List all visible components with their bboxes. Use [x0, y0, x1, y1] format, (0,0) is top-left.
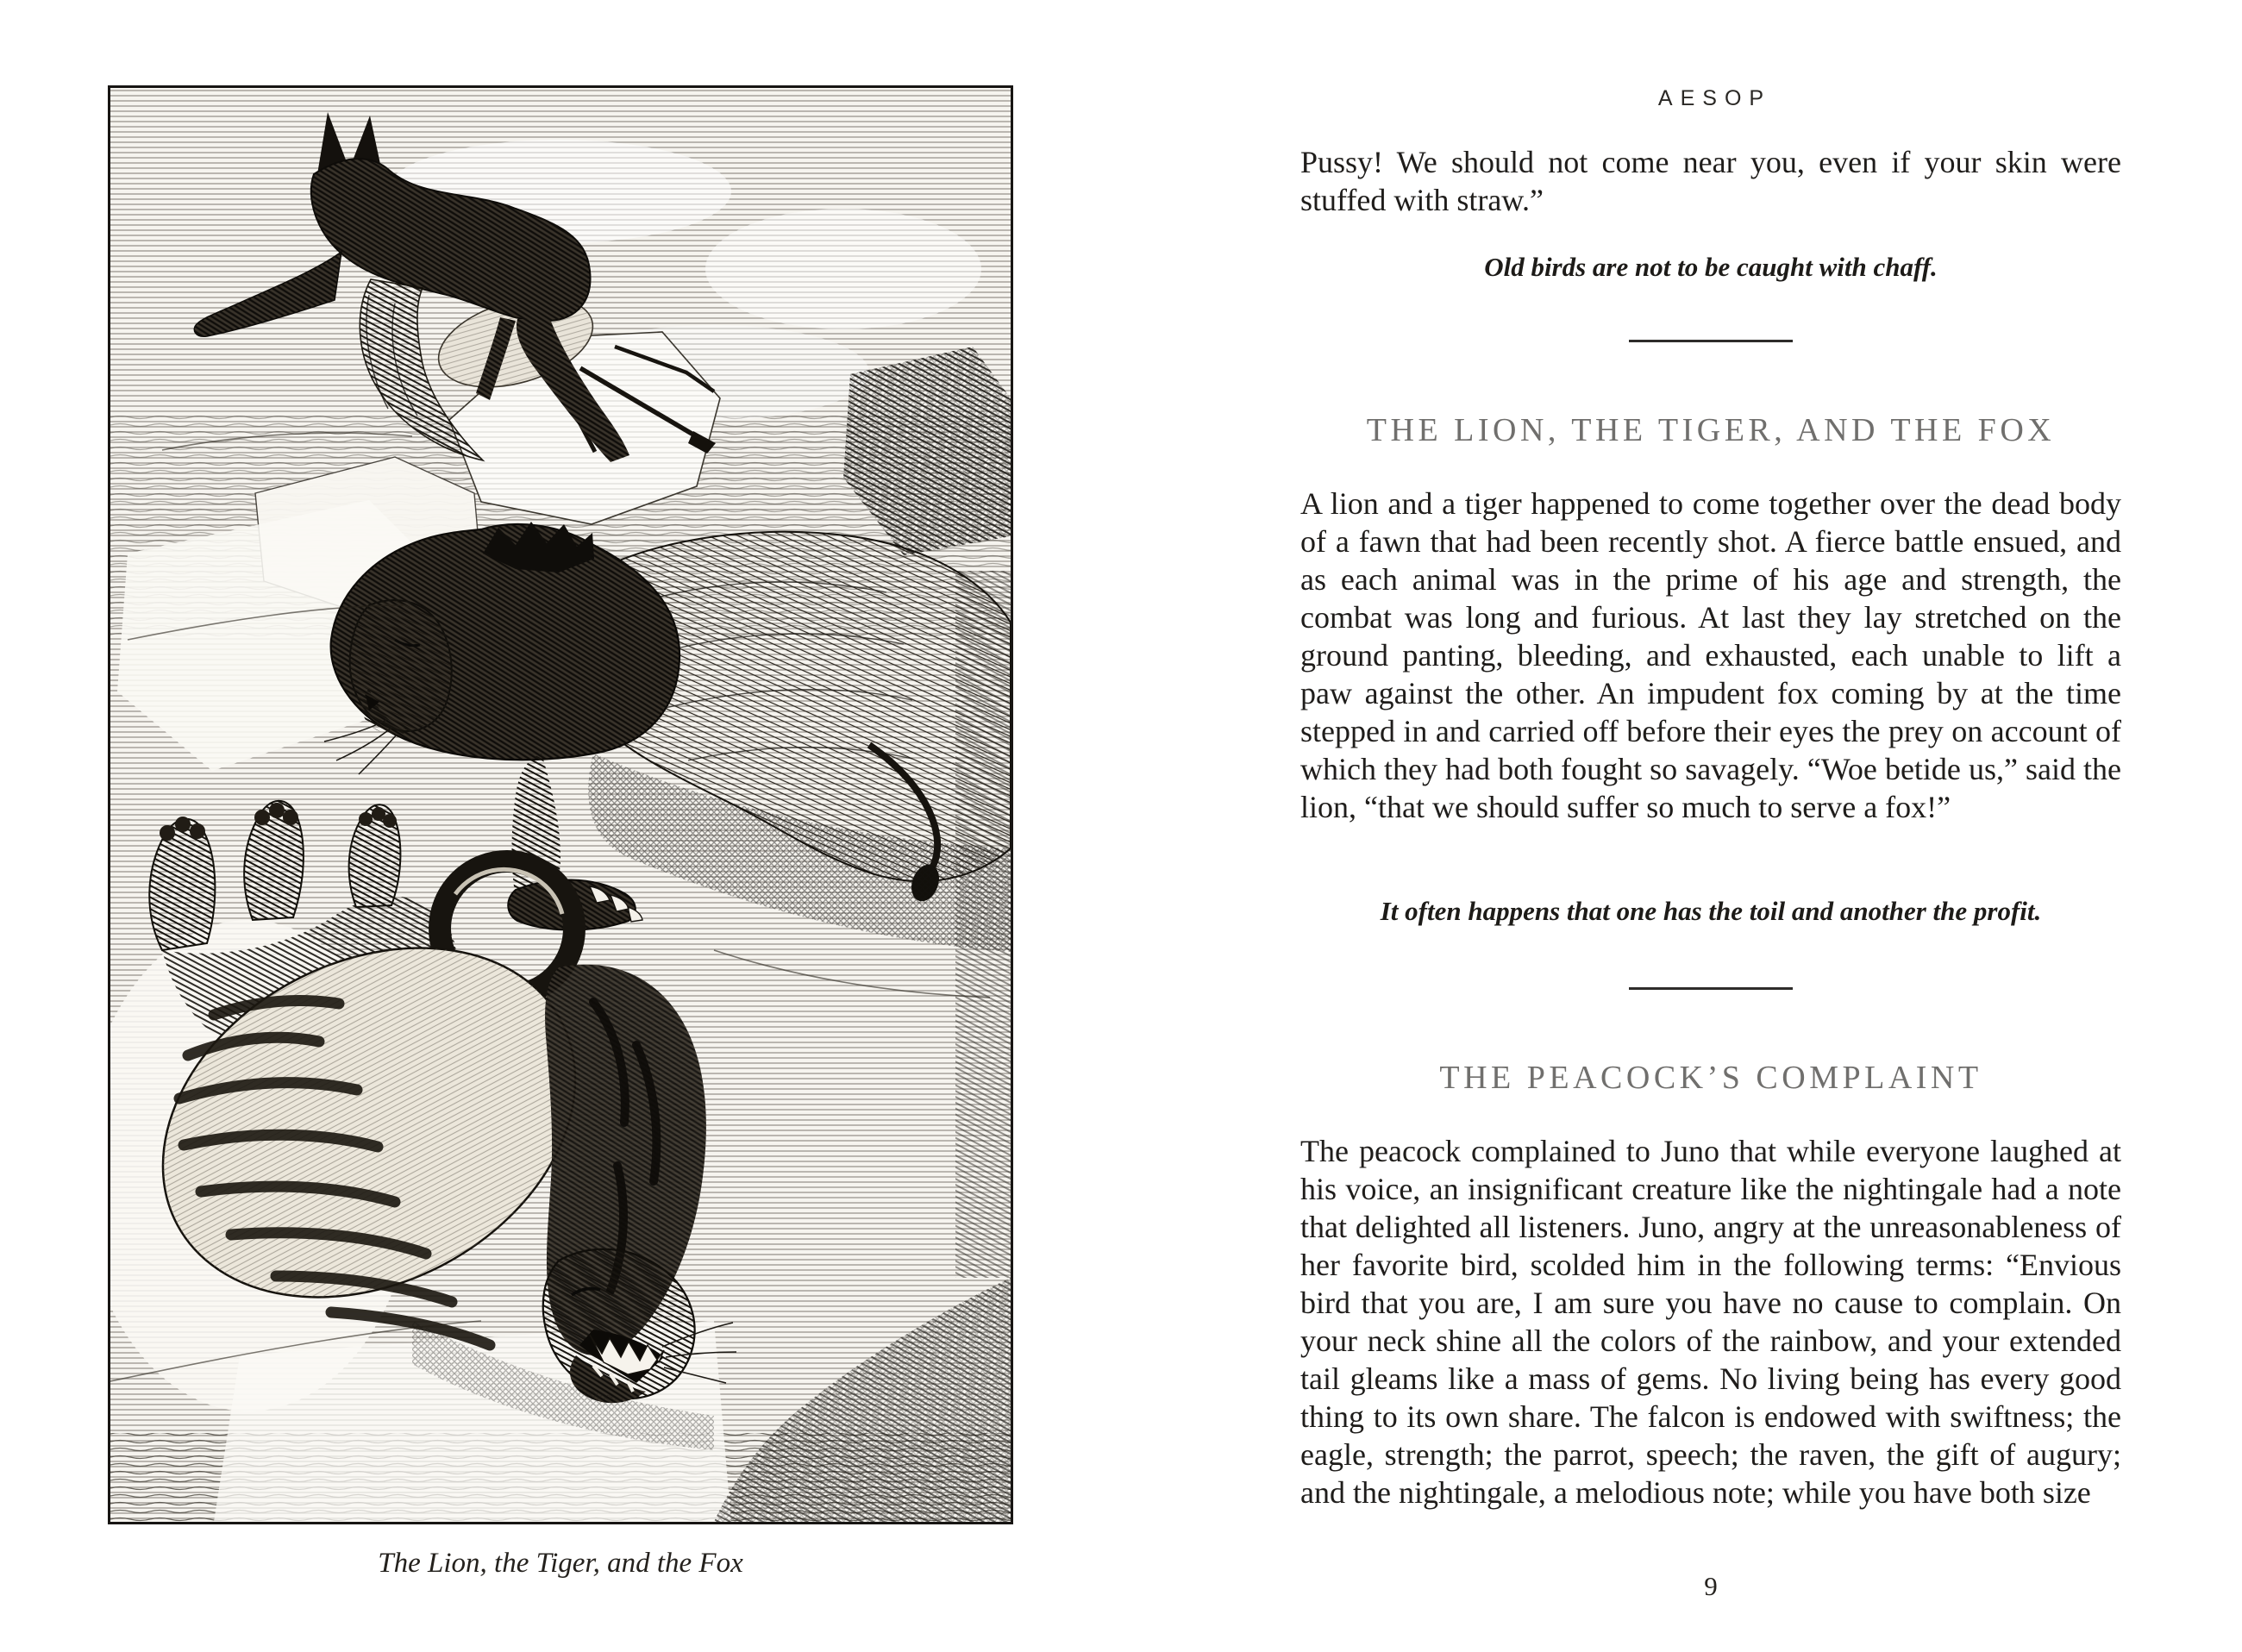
moral-text: It often happens that one has the toil and another the profit. [1380, 896, 2042, 926]
illustration-caption: The Lion, the Tiger, and the Fox [378, 1548, 743, 1579]
section-divider [1629, 987, 1793, 990]
continuation-paragraph: Pussy! We should not come near you, even if your skin were stuffed with straw.” [1300, 145, 2121, 217]
story-title: THE PEACOCK’S COMPLAINT [1439, 1060, 1982, 1096]
text-page [1300, 0, 2121, 1652]
story-paragraph: A lion and a tiger happened to come together over the dead body of a fawn that had been recently shot. A fierce battle ensued, and as each animal was in the prime of his age and strength, the combat was long and furious. At last they lay stretched on the ground panting, bleeding, and exhausted, each unable to lift a paw against the other. An impudent fox coming by at the time stepped in and carried off before their eyes the prey on account of which they had both fought so savagely. “Woe betide us,” said the lion, “that we should suffer so much to serve a fox!” [1300, 486, 2121, 824]
story-paragraph: The peacock complained to Juno that while everyone laughed at his voice, an insignificant creature like the nightingale had a note that delighted all listeners. Juno, angry at the unreasonableness of her favorite bird, scolded him in the following terms: “Envious bird that you are, I am sure you have no cause to complain. On your neck shine all the colors of the rainbow, and your extended tail gleams like a mass of gems. No living being has every good thing to its own share. The falcon is endowed with swiftness; the eagle, strength; the parrot, speech; the raven, the gift of augury; and the nightingale, a melodious note; while you have both size [1300, 1134, 2121, 1510]
page-number: 9 [1704, 1571, 1718, 1601]
engraving-illustration [110, 88, 1011, 1522]
section-divider [1629, 340, 1793, 342]
running-header: AESOP [1657, 86, 1772, 110]
illustration-plate [108, 85, 1013, 1524]
story-title: THE LION, THE TIGER, AND THE FOX [1366, 412, 2056, 448]
moral-text: Old birds are not to be caught with chaff. [1484, 252, 1938, 282]
